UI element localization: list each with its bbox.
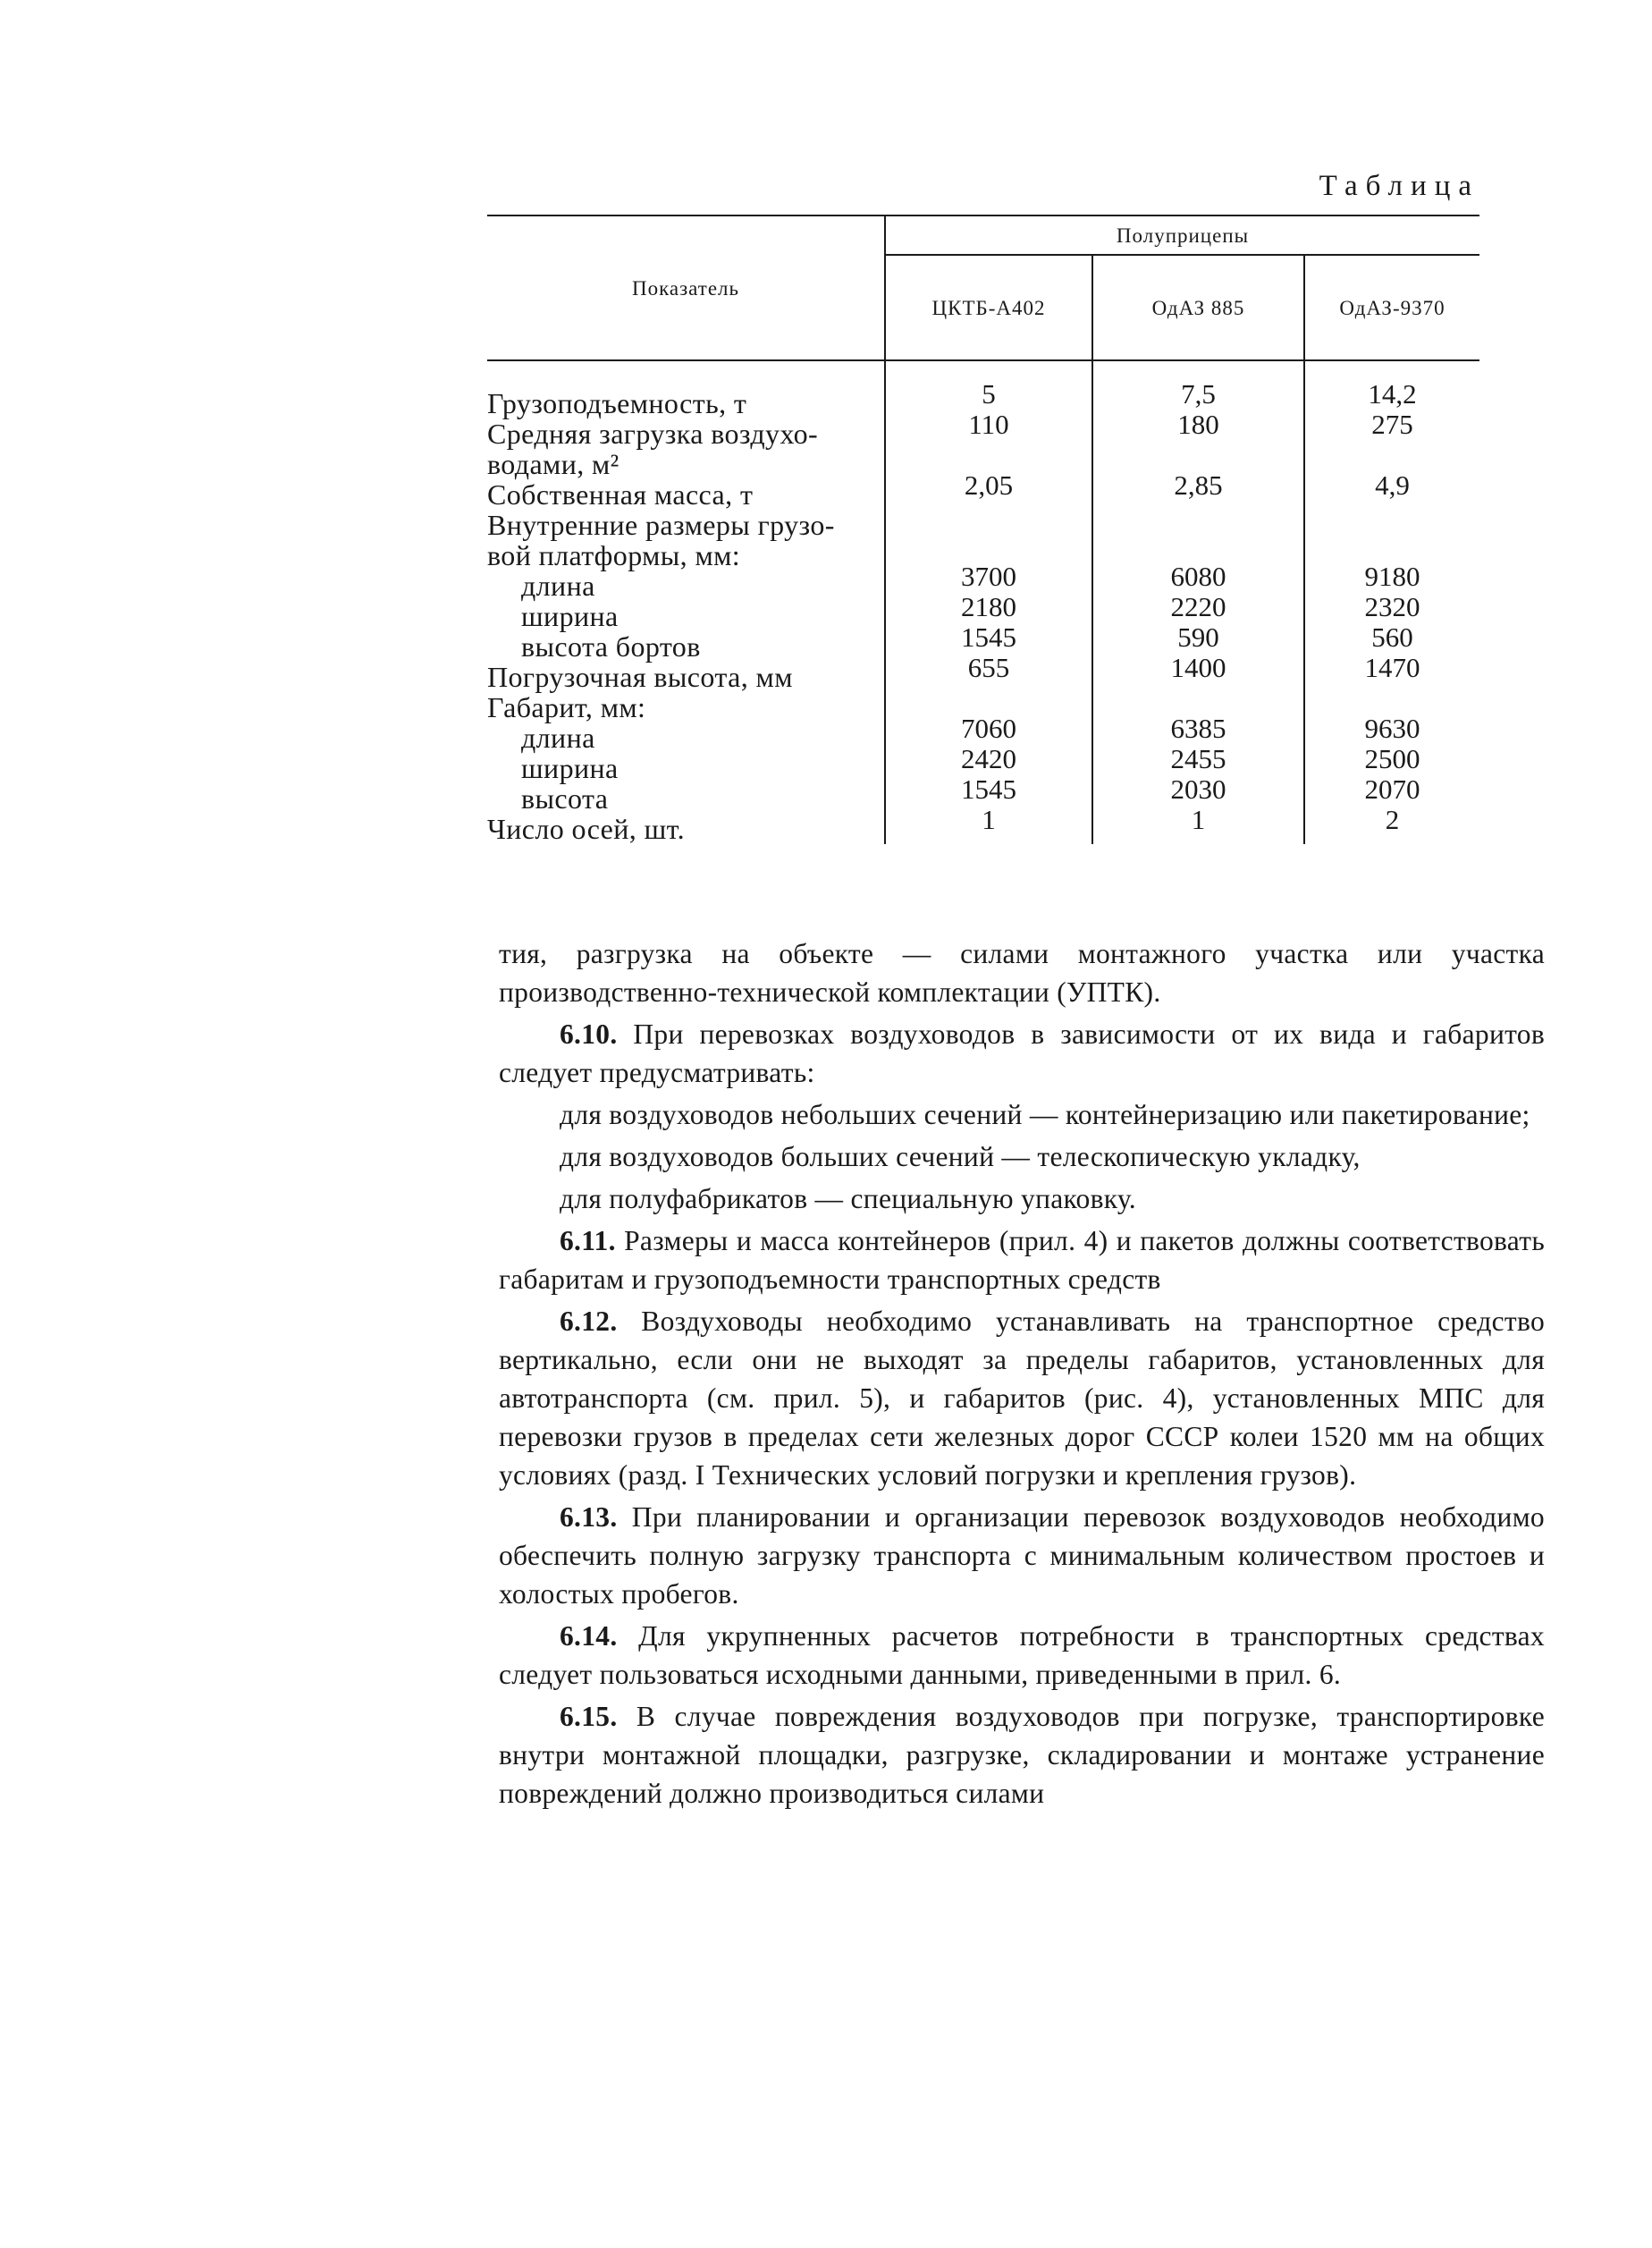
value: 2420 [961, 743, 1016, 774]
values-cell-tsktb-a402 [885, 360, 1092, 844]
paragraph-number: 6.13. [560, 1501, 618, 1533]
paragraph-text: При планировании и организации перевозок воздуховодов необходимо обеспечить полную загрузку транспорта с минимальным количеством простоев и холостых пробегов. [499, 1501, 1545, 1610]
indicator-name: Число осей, шт. [487, 813, 686, 845]
value: 275 [1371, 409, 1413, 440]
value [1093, 501, 1303, 531]
value [1305, 501, 1479, 531]
value [886, 683, 1092, 714]
header-indicator: Показатель [487, 216, 885, 360]
paragraph-6-15 [499, 1697, 1545, 1813]
indicator-name: длина [521, 722, 595, 754]
paragraph-6-13 [499, 1498, 1545, 1613]
table-caption: Таблица [1319, 170, 1479, 202]
indicator-name: Собственная масса, т [487, 478, 754, 511]
value: 9630 [1364, 713, 1420, 744]
value: 1545 [961, 621, 1016, 653]
paragraph-number: 6.11. [560, 1225, 616, 1256]
indicator-name: водами, м² [487, 448, 620, 480]
paragraph-6-12 [499, 1302, 1545, 1494]
indicator-name: ширина [521, 752, 619, 784]
header-col-odaz-9370: ОдАЗ-9370 [1304, 255, 1479, 360]
value: 5 [982, 378, 996, 410]
indicator-name: высота [521, 782, 609, 815]
body-text [499, 934, 1545, 1816]
value: 1400 [1170, 652, 1226, 683]
indicator-name: ширина [521, 600, 619, 632]
value: 7,5 [1181, 378, 1216, 410]
value [886, 440, 1092, 470]
value: 2 [1385, 804, 1400, 835]
indicator-name: высота бортов [521, 630, 701, 663]
value: 6080 [1170, 561, 1226, 592]
value [1305, 531, 1479, 562]
value: 14,2 [1368, 378, 1417, 410]
value: 1545 [961, 773, 1016, 805]
value: 2,05 [964, 469, 1014, 501]
paragraph-number: 6.14. [560, 1620, 618, 1652]
paragraph-list-item: для полуфабрикатов — специальную упаковку. [560, 1183, 1136, 1214]
indicator-name: вой платформы, мм: [487, 539, 741, 571]
semitrailer-specs-table [487, 215, 1479, 844]
paragraph-6-14 [499, 1617, 1545, 1694]
value [1305, 440, 1479, 470]
value: 180 [1177, 409, 1219, 440]
value: 2220 [1170, 591, 1226, 622]
value: 560 [1371, 621, 1413, 653]
indicator-name: длина [521, 570, 595, 602]
paragraph-6-11 [499, 1221, 1545, 1298]
value: 2500 [1364, 743, 1420, 774]
value: 6385 [1170, 713, 1226, 744]
paragraph-text: При перевозках воздуховодов в зависимости от их вида и габаритов следует предусматривать: [499, 1018, 1545, 1088]
paragraph-text: Воздуховоды необходимо устанавливать на транспортное средство вертикально, если они не выходят за пределы габаритов, установленных для автотранспорта (см. прил. 5), и габаритов (рис. 4), установленных МПС для перевозки грузов в пределах сети железных дорог СССР колеи 1520 мм на общих условиях (разд. I Технических условий погрузки и крепления грузов). [499, 1306, 1545, 1491]
value [1305, 683, 1479, 714]
indicator-name: Габарит, мм: [487, 691, 646, 723]
header-semitrailers: Полуприцепы [885, 216, 1479, 255]
paragraph-text: Размеры и масса контейнеров (прил. 4) и пакетов должны соответствовать габаритам и грузоподъемности транспортных средств [499, 1225, 1545, 1295]
paragraph-text: Для укрупненных расчетов потребности в транспортных средствах следует пользоваться исходными данными, приведенными в прил. 6. [499, 1620, 1545, 1690]
value [1093, 683, 1303, 714]
value: 655 [967, 652, 1010, 683]
paragraph-number: 6.15. [560, 1701, 618, 1732]
value: 9180 [1364, 561, 1420, 592]
value: 590 [1177, 621, 1219, 653]
table-body-row [487, 360, 1479, 844]
indicator-names-cell [487, 360, 885, 844]
value: 2070 [1364, 773, 1420, 805]
paragraph-6-10 [499, 1015, 1545, 1092]
paragraph-list-item: для воздуховодов небольших сечений — контейнеризацию или пакетирование; [560, 1099, 1530, 1130]
indicator-name: Грузоподъемность, т [487, 387, 747, 419]
value [1093, 531, 1303, 562]
value: 1470 [1364, 652, 1420, 683]
value: 2,85 [1174, 469, 1223, 501]
paragraph-list-item: для воздуховодов больших сечений — телескопическую укладку, [560, 1141, 1361, 1172]
header-col-tsktb-a402: ЦКТБ-А402 [885, 255, 1092, 360]
paragraph-continuation: тия, разгрузка на объекте — силами монтажного участка или участка производственно-технической комплектации (УПТК). [499, 938, 1545, 1008]
indicator-name: Внутренние размеры грузо- [487, 509, 835, 541]
value: 4,9 [1375, 469, 1410, 501]
value: 1 [1191, 804, 1206, 835]
value: 2455 [1170, 743, 1226, 774]
value: 2320 [1364, 591, 1420, 622]
paragraph-number: 6.10. [560, 1018, 618, 1050]
paragraph-number: 6.12. [560, 1306, 618, 1337]
value [886, 531, 1092, 562]
values-cell-odaz-9370 [1304, 360, 1479, 844]
value: 1 [982, 804, 996, 835]
indicator-name: Погрузочная высота, мм [487, 661, 793, 693]
value: 2180 [961, 591, 1016, 622]
value: 2030 [1170, 773, 1226, 805]
values-cell-odaz-885 [1092, 360, 1304, 844]
value: 3700 [961, 561, 1016, 592]
indicator-name: Средняя загрузка воздухо- [487, 418, 819, 450]
value [886, 501, 1092, 531]
value: 110 [968, 409, 1009, 440]
value: 7060 [961, 713, 1016, 744]
header-col-odaz-885: ОдАЗ 885 [1092, 255, 1304, 360]
paragraph-text: В случае повреждения воздуховодов при погрузке, транспортировке внутри монтажной площадки, разгрузке, складировании и монтаже устранение повреждений должно производиться силами [499, 1701, 1545, 1809]
value [1093, 440, 1303, 470]
